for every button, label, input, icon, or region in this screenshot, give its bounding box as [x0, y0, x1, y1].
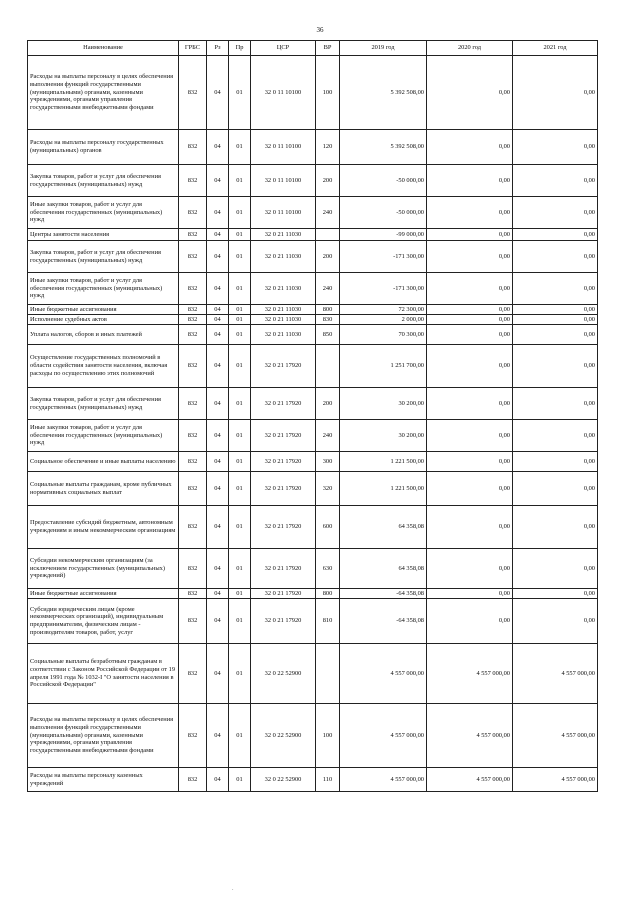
cell-rz: 04	[207, 241, 229, 273]
cell-y2021: 0,00	[513, 229, 598, 241]
cell-csr: 32 0 21 11030	[251, 241, 316, 273]
cell-y2019: 70 300,00	[340, 325, 427, 345]
cell-vr: 200	[316, 388, 340, 420]
cell-name: Социальное обеспечение и иные выплаты населению	[28, 452, 179, 472]
cell-y2020: 0,00	[427, 506, 513, 549]
cell-y2021: 0,00	[513, 241, 598, 273]
cell-rz: 04	[207, 506, 229, 549]
cell-pr: 01	[229, 644, 251, 704]
cell-pr: 01	[229, 472, 251, 506]
table-body	[28, 56, 598, 792]
cell-csr: 32 0 21 17920	[251, 549, 316, 589]
cell-name: Закупка товаров, работ и услуг для обеспечения государственных (муниципальных) нужд	[28, 388, 179, 420]
cell-y2020: 0,00	[427, 165, 513, 197]
cell-rz: 04	[207, 452, 229, 472]
cell-grbs: 832	[179, 599, 207, 644]
cell-grbs: 832	[179, 305, 207, 315]
cell-y2021: 0,00	[513, 452, 598, 472]
cell-y2021: 4 557 000,00	[513, 644, 598, 704]
cell-name: Субсидии юридическим лицам (кроме некоммерческих организаций), индивидуальным предпринимателям, физическим лицам - производителям товаров, работ, услуг	[28, 599, 179, 644]
cell-vr: 320	[316, 472, 340, 506]
cell-vr: 240	[316, 273, 340, 305]
cell-y2021: 0,00	[513, 197, 598, 229]
cell-grbs: 832	[179, 506, 207, 549]
cell-name: Закупка товаров, работ и услуг для обеспечения государственных (муниципальных) нужд	[28, 165, 179, 197]
cell-y2021: 0,00	[513, 549, 598, 589]
cell-vr: 810	[316, 599, 340, 644]
table-row	[28, 315, 598, 325]
cell-name: Субсидии некоммерческим организациям (за исключением государственных (муниципальных) учреждений)	[28, 549, 179, 589]
cell-csr: 32 0 22 52900	[251, 704, 316, 768]
cell-rz: 04	[207, 197, 229, 229]
budget-table	[27, 40, 598, 792]
cell-y2021: 0,00	[513, 305, 598, 315]
cell-grbs: 832	[179, 197, 207, 229]
cell-name: Осуществление государственных полномочий в области содействия занятости населения, включая расходы по осуществлению этих полномочий	[28, 345, 179, 388]
cell-y2019: 4 557 000,00	[340, 704, 427, 768]
cell-csr: 32 0 21 11030	[251, 325, 316, 345]
table-row	[28, 388, 598, 420]
cell-pr: 01	[229, 130, 251, 165]
table-row	[28, 549, 598, 589]
cell-y2019: 30 200,00	[340, 420, 427, 452]
cell-y2019: 72 300,00	[340, 305, 427, 315]
table-row	[28, 589, 598, 599]
cell-name: Расходы на выплаты персоналу в целях обеспечения выполнения функций государственными (муниципальными) органами, казенными учреждениями, органами управления государственными внебюджетными фондами	[28, 56, 179, 130]
cell-rz: 04	[207, 305, 229, 315]
cell-rz: 04	[207, 472, 229, 506]
table-row	[28, 165, 598, 197]
cell-y2019: 64 358,08	[340, 549, 427, 589]
cell-pr: 01	[229, 452, 251, 472]
cell-rz: 04	[207, 768, 229, 792]
cell-rz: 04	[207, 56, 229, 130]
cell-pr: 01	[229, 345, 251, 388]
table-row	[28, 768, 598, 792]
cell-y2020: 0,00	[427, 388, 513, 420]
table-row	[28, 345, 598, 388]
cell-y2020: 0,00	[427, 315, 513, 325]
cell-y2021: 0,00	[513, 506, 598, 549]
cell-y2019: 5 392 508,00	[340, 56, 427, 130]
cell-y2019: 5 392 508,00	[340, 130, 427, 165]
cell-y2020: 0,00	[427, 452, 513, 472]
cell-y2021: 0,00	[513, 56, 598, 130]
col-header-vr: ВР	[316, 41, 340, 56]
cell-name: Иные закупки товаров, работ и услуг для обеспечения государственных (муниципальных) нужд	[28, 197, 179, 229]
cell-y2021: 0,00	[513, 165, 598, 197]
page-number: 36	[316, 26, 324, 34]
cell-y2020: 0,00	[427, 273, 513, 305]
cell-y2019: 4 557 000,00	[340, 644, 427, 704]
cell-y2021: 4 557 000,00	[513, 704, 598, 768]
cell-grbs: 832	[179, 388, 207, 420]
cell-grbs: 832	[179, 130, 207, 165]
cell-pr: 01	[229, 768, 251, 792]
cell-vr: 100	[316, 56, 340, 130]
cell-pr: 01	[229, 305, 251, 315]
cell-y2020: 0,00	[427, 305, 513, 315]
cell-csr: 32 0 21 11030	[251, 273, 316, 305]
cell-y2020: 0,00	[427, 589, 513, 599]
cell-y2020: 4 557 000,00	[427, 644, 513, 704]
cell-grbs: 832	[179, 345, 207, 388]
cell-csr: 32 0 21 17920	[251, 420, 316, 452]
cell-y2021: 4 557 000,00	[513, 768, 598, 792]
cell-grbs: 832	[179, 165, 207, 197]
cell-rz: 04	[207, 549, 229, 589]
cell-y2019: 30 200,00	[340, 388, 427, 420]
cell-grbs: 832	[179, 315, 207, 325]
cell-name: Исполнение судебных актов	[28, 315, 179, 325]
cell-y2021: 0,00	[513, 420, 598, 452]
cell-csr: 32 0 11 10100	[251, 197, 316, 229]
cell-y2019: -171 300,00	[340, 241, 427, 273]
cell-rz: 04	[207, 345, 229, 388]
cell-csr: 32 0 21 11030	[251, 229, 316, 241]
col-header-csr: ЦСР	[251, 41, 316, 56]
cell-csr: 32 0 22 52900	[251, 768, 316, 792]
cell-grbs: 832	[179, 704, 207, 768]
cell-name: Социальные выплаты безработным гражданам в соответствии с Законом Российской Федерации от 19 апреля 1991 года № 1032-I "О занятости населения в Российской Федерации"	[28, 644, 179, 704]
cell-pr: 01	[229, 388, 251, 420]
cell-y2020: 0,00	[427, 472, 513, 506]
cell-csr: 32 0 21 17920	[251, 472, 316, 506]
cell-y2021: 0,00	[513, 472, 598, 506]
cell-name: Расходы на выплаты персоналу государственных (муниципальных) органов	[28, 130, 179, 165]
cell-grbs: 832	[179, 768, 207, 792]
cell-name: Иные закупки товаров, работ и услуг для обеспечения государственных (муниципальных) нужд	[28, 420, 179, 452]
col-header-2021: 2021 год	[513, 41, 598, 56]
cell-rz: 04	[207, 420, 229, 452]
cell-grbs: 832	[179, 452, 207, 472]
table-row	[28, 644, 598, 704]
cell-pr: 01	[229, 599, 251, 644]
cell-csr: 32 0 21 11030	[251, 315, 316, 325]
cell-grbs: 832	[179, 325, 207, 345]
cell-csr: 32 0 21 17920	[251, 599, 316, 644]
cell-pr: 01	[229, 420, 251, 452]
cell-rz: 04	[207, 315, 229, 325]
table-row	[28, 704, 598, 768]
cell-name: Иные бюджетные ассигнования	[28, 305, 179, 315]
cell-vr: 800	[316, 589, 340, 599]
cell-vr: 240	[316, 420, 340, 452]
cell-pr: 01	[229, 241, 251, 273]
cell-rz: 04	[207, 165, 229, 197]
cell-rz: 04	[207, 704, 229, 768]
cell-y2021: 0,00	[513, 273, 598, 305]
cell-y2020: 0,00	[427, 599, 513, 644]
cell-vr	[316, 345, 340, 388]
cell-y2019: 2 000,00	[340, 315, 427, 325]
scan-mark: .	[232, 886, 234, 892]
cell-y2019: 1 221 500,00	[340, 472, 427, 506]
cell-y2021: 0,00	[513, 589, 598, 599]
cell-pr: 01	[229, 273, 251, 305]
cell-grbs: 832	[179, 644, 207, 704]
cell-vr: 830	[316, 315, 340, 325]
cell-grbs: 832	[179, 229, 207, 241]
cell-y2021: 0,00	[513, 130, 598, 165]
cell-pr: 01	[229, 197, 251, 229]
header-row	[28, 41, 598, 56]
col-header-2020: 2020 год	[427, 41, 513, 56]
cell-y2020: 0,00	[427, 197, 513, 229]
cell-y2021: 0,00	[513, 315, 598, 325]
cell-grbs: 832	[179, 549, 207, 589]
cell-name: Расходы на выплаты персоналу в целях обеспечения выполнения функций государственными (муниципальными) органами, казенными учреждениями, органами управления государственными внебюджетными фондами	[28, 704, 179, 768]
cell-pr: 01	[229, 704, 251, 768]
cell-rz: 04	[207, 644, 229, 704]
cell-y2019: 1 221 500,00	[340, 452, 427, 472]
cell-grbs: 832	[179, 420, 207, 452]
cell-vr: 200	[316, 165, 340, 197]
cell-grbs: 832	[179, 589, 207, 599]
cell-y2020: 0,00	[427, 549, 513, 589]
col-header-name: Наименование	[28, 41, 179, 56]
cell-y2019: -50 000,00	[340, 165, 427, 197]
col-header-pr: Пр	[229, 41, 251, 56]
cell-pr: 01	[229, 325, 251, 345]
cell-rz: 04	[207, 589, 229, 599]
cell-name: Иные бюджетные ассигнования	[28, 589, 179, 599]
cell-pr: 01	[229, 549, 251, 589]
cell-vr	[316, 644, 340, 704]
cell-y2020: 0,00	[427, 325, 513, 345]
cell-vr: 850	[316, 325, 340, 345]
cell-y2021: 0,00	[513, 388, 598, 420]
cell-y2020: 0,00	[427, 229, 513, 241]
cell-name: Уплата налогов, сборов и иных платежей	[28, 325, 179, 345]
cell-grbs: 832	[179, 472, 207, 506]
table-row	[28, 325, 598, 345]
cell-y2020: 0,00	[427, 56, 513, 130]
table-row	[28, 506, 598, 549]
table-row	[28, 241, 598, 273]
cell-y2020: 4 557 000,00	[427, 768, 513, 792]
cell-vr: 100	[316, 704, 340, 768]
cell-vr: 800	[316, 305, 340, 315]
table-row	[28, 197, 598, 229]
cell-vr: 300	[316, 452, 340, 472]
cell-csr: 32 0 11 10100	[251, 56, 316, 130]
cell-csr: 32 0 21 11030	[251, 305, 316, 315]
cell-grbs: 832	[179, 56, 207, 130]
cell-rz: 04	[207, 325, 229, 345]
cell-name: Предоставление субсидий бюджетным, автономным учреждениям и иным некоммерческим организациям	[28, 506, 179, 549]
cell-name: Социальные выплаты гражданам, кроме публичных нормативных социальных выплат	[28, 472, 179, 506]
cell-y2021: 0,00	[513, 345, 598, 388]
cell-y2019: 1 251 700,00	[340, 345, 427, 388]
cell-y2021: 0,00	[513, 599, 598, 644]
cell-pr: 01	[229, 589, 251, 599]
cell-vr: 200	[316, 241, 340, 273]
table-row	[28, 452, 598, 472]
cell-vr: 110	[316, 768, 340, 792]
col-header-2019: 2019 год	[340, 41, 427, 56]
cell-vr	[316, 229, 340, 241]
cell-pr: 01	[229, 165, 251, 197]
cell-vr: 120	[316, 130, 340, 165]
cell-y2019: -99 000,00	[340, 229, 427, 241]
cell-rz: 04	[207, 388, 229, 420]
cell-vr: 630	[316, 549, 340, 589]
cell-y2019: 4 557 000,00	[340, 768, 427, 792]
cell-y2020: 0,00	[427, 420, 513, 452]
cell-y2020: 4 557 000,00	[427, 704, 513, 768]
cell-y2019: -171 300,00	[340, 273, 427, 305]
cell-pr: 01	[229, 56, 251, 130]
table-row	[28, 130, 598, 165]
cell-y2019: -64 358,08	[340, 589, 427, 599]
cell-vr: 240	[316, 197, 340, 229]
cell-rz: 04	[207, 130, 229, 165]
cell-pr: 01	[229, 229, 251, 241]
cell-y2020: 0,00	[427, 241, 513, 273]
cell-csr: 32 0 21 17920	[251, 589, 316, 599]
cell-vr: 600	[316, 506, 340, 549]
cell-pr: 01	[229, 315, 251, 325]
cell-y2021: 0,00	[513, 325, 598, 345]
cell-csr: 32 0 21 17920	[251, 506, 316, 549]
table-row	[28, 472, 598, 506]
cell-name: Иные закупки товаров, работ и услуг для обеспечения государственных (муниципальных) нужд	[28, 273, 179, 305]
cell-csr: 32 0 22 52900	[251, 644, 316, 704]
cell-grbs: 832	[179, 273, 207, 305]
cell-y2020: 0,00	[427, 345, 513, 388]
cell-pr: 01	[229, 506, 251, 549]
cell-name: Закупка товаров, работ и услуг для обеспечения государственных (муниципальных) нужд	[28, 241, 179, 273]
cell-rz: 04	[207, 273, 229, 305]
cell-csr: 32 0 21 17920	[251, 452, 316, 472]
cell-rz: 04	[207, 229, 229, 241]
cell-csr: 32 0 21 17920	[251, 345, 316, 388]
table-row	[28, 56, 598, 130]
cell-csr: 32 0 11 10100	[251, 165, 316, 197]
col-header-rz: Рз	[207, 41, 229, 56]
cell-y2020: 0,00	[427, 130, 513, 165]
table-row	[28, 229, 598, 241]
cell-y2019: -64 358,08	[340, 599, 427, 644]
col-header-grbs: ГРБС	[179, 41, 207, 56]
table-row	[28, 305, 598, 315]
cell-csr: 32 0 11 10100	[251, 130, 316, 165]
table-row	[28, 599, 598, 644]
table-row	[28, 273, 598, 305]
cell-grbs: 832	[179, 241, 207, 273]
cell-name: Центры занятости населения	[28, 229, 179, 241]
cell-y2019: 64 358,08	[340, 506, 427, 549]
cell-name: Расходы на выплаты персоналу казенных учреждений	[28, 768, 179, 792]
cell-y2019: -50 000,00	[340, 197, 427, 229]
table-row	[28, 420, 598, 452]
cell-rz: 04	[207, 599, 229, 644]
cell-csr: 32 0 21 17920	[251, 388, 316, 420]
